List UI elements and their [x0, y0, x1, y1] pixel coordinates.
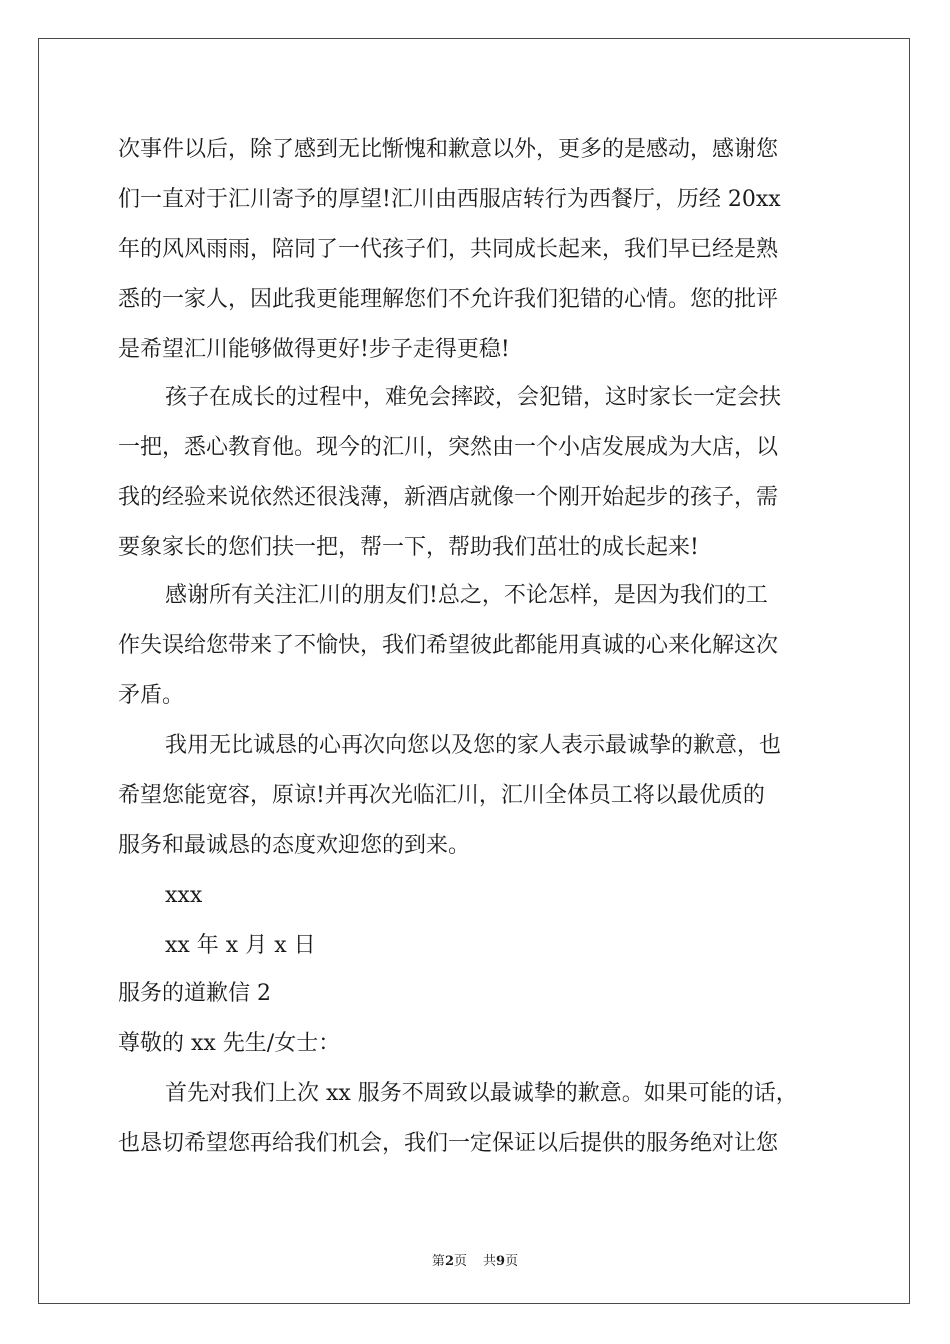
paragraph-start-line: 我用无比诚恳的心再次向您以及您的家人表示最诚挚的歉意，也 — [165, 733, 782, 758]
total-prefix: 共 — [483, 1254, 497, 1269]
text-line: 是希望汇川能够做得更好!步子走得更稳! — [118, 337, 510, 362]
text-line: 要象家长的您们扶一把，帮一下，帮助我们茁壮的成长起来! — [118, 535, 699, 560]
section-title: 服务的道歉信 2 — [118, 981, 271, 1006]
page-prefix: 第 — [431, 1254, 445, 1269]
total-suffix: 页 — [505, 1254, 519, 1269]
text-line: 悉的一家人，因此我更能理解您们不允许我们犯错的心情。您的批评 — [118, 287, 779, 312]
text-line: 我的经验来说依然还很浅薄，新酒店就像一个刚开始起步的孩子，需 — [118, 485, 779, 510]
page-suffix: 页 — [453, 1254, 467, 1269]
signature-name: xxx — [165, 883, 203, 908]
total-pages: 9 — [496, 1254, 506, 1269]
text-line: 年的风风雨雨，陪同了一代孩子们，共同成长起来，我们早已经是熟 — [118, 237, 779, 262]
page-footer — [0, 1250, 950, 1269]
text-line: 作失误给您带来了不愉快，我们希望彼此都能用真诚的心来化解这次 — [118, 633, 779, 658]
salutation: 尊敬的 xx 先生/女士： — [118, 1031, 341, 1056]
text-line: 服务和最诚恳的态度欢迎您的到来。 — [118, 833, 471, 858]
text-line: 也恳切希望您再给我们机会，我们一定保证以后提供的服务绝对让您 — [118, 1131, 779, 1156]
text-line: 次事件以后，除了感到无比惭愧和歉意以外，更多的是感动，感谢您 — [118, 137, 779, 162]
text-line: 矛盾。 — [118, 683, 185, 708]
paragraph-start-line: 孩子在成长的过程中，难免会摔跤，会犯错，这时家长一定会扶 — [165, 385, 782, 410]
page-border — [38, 38, 910, 1304]
paragraph-start-line: 首先对我们上次 xx 服务不周致以最诚挚的歉意。如果可能的话， — [165, 1081, 798, 1106]
text-line: 们一直对于汇川寄予的厚望!汇川由西服店转行为西餐厅，历经 20xx — [118, 187, 781, 212]
page-number: 2 — [444, 1254, 454, 1269]
signature-date: xx 年 x 月 x 日 — [165, 933, 316, 958]
text-line: 一把，悉心教育他。现今的汇川，突然由一个小店发展成为大店，以 — [118, 435, 779, 460]
paragraph-start-line: 感谢所有关注汇川的朋友们!总之，不论怎样，是因为我们的工 — [165, 583, 768, 608]
text-line: 希望您能宽容，原谅!并再次光临汇川，汇川全体员工将以最优质的 — [118, 783, 765, 808]
